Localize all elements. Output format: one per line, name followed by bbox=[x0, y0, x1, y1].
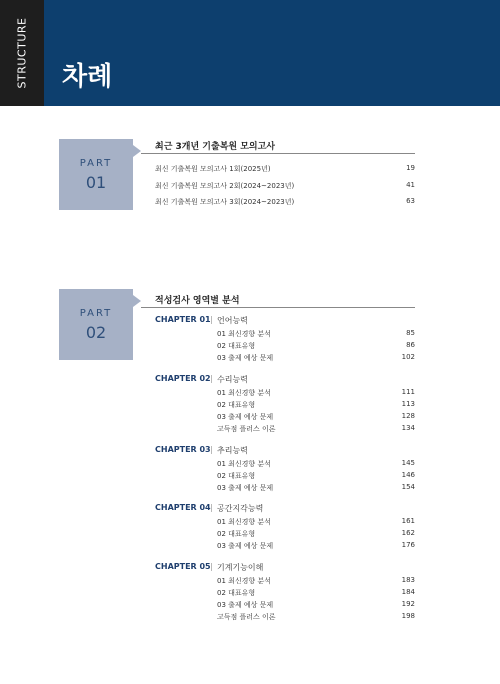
chapter-02-name[interactable]: 수리능력 bbox=[217, 375, 248, 384]
toc-row-label: 01 최신경향 분석 bbox=[217, 389, 271, 397]
toc-row[interactable] bbox=[217, 388, 415, 398]
toc-row[interactable] bbox=[217, 588, 415, 598]
part-02-number: 02 bbox=[85, 323, 107, 342]
toc-row-page: 128 bbox=[401, 412, 415, 420]
toc-row-page: 176 bbox=[401, 541, 415, 549]
header-banner bbox=[0, 0, 500, 106]
toc-row[interactable] bbox=[217, 483, 415, 493]
chapter-separator: | bbox=[210, 315, 213, 324]
chapter-separator: | bbox=[210, 562, 213, 571]
part-01-number: 01 bbox=[85, 173, 107, 192]
part-01-word: PART bbox=[79, 158, 113, 169]
chapter-04-label: CHAPTER 04 bbox=[155, 503, 211, 512]
toc-row[interactable] bbox=[217, 424, 415, 434]
part-01-title: 최근 3개년 기출복원 모의고사 bbox=[155, 142, 275, 152]
toc-row[interactable] bbox=[155, 197, 415, 207]
toc-row-page: 198 bbox=[401, 612, 415, 620]
toc-row[interactable] bbox=[217, 576, 415, 586]
toc-row-label: 01 최신경향 분석 bbox=[217, 460, 271, 468]
toc-row-label: 03 출제 예상 문제 bbox=[217, 601, 274, 609]
part-01-rule bbox=[141, 153, 415, 154]
chapter-01-name[interactable]: 언어능력 bbox=[217, 316, 248, 325]
toc-row-label: 03 출제 예상 문제 bbox=[217, 354, 274, 362]
toc-row-label: 고득점 플러스 이론 bbox=[217, 425, 276, 433]
part-01-box bbox=[59, 139, 133, 210]
chapter-05-label: CHAPTER 05 bbox=[155, 562, 211, 571]
toc-row-page: 154 bbox=[401, 483, 415, 491]
toc-row[interactable] bbox=[217, 517, 415, 527]
toc-row-page: 134 bbox=[401, 424, 415, 432]
chapter-separator: | bbox=[210, 503, 213, 512]
toc-row-page: 86 bbox=[406, 341, 415, 349]
toc-row-label: 02 대표유형 bbox=[217, 589, 256, 597]
toc-row-page: 113 bbox=[401, 400, 415, 408]
toc-row-label: 최신 기출복원 모의고사 2회(2024~2023년) bbox=[155, 182, 295, 190]
toc-row-page: 192 bbox=[401, 600, 415, 608]
toc-row[interactable] bbox=[217, 341, 415, 351]
toc-row-label: 01 최신경향 분석 bbox=[217, 518, 271, 526]
chapter-separator: | bbox=[210, 445, 213, 454]
toc-row-page: 184 bbox=[401, 588, 415, 596]
toc-row-label: 03 출제 예상 문제 bbox=[217, 542, 274, 550]
toc-row[interactable] bbox=[217, 329, 415, 339]
page-title: 차례 bbox=[62, 62, 113, 92]
toc-row-page: 162 bbox=[401, 529, 415, 537]
toc-row-page: 161 bbox=[401, 517, 415, 525]
part-02-rule bbox=[141, 307, 415, 308]
toc-row-page: 111 bbox=[401, 388, 415, 396]
toc-row-label: 02 대표유형 bbox=[217, 401, 256, 409]
toc-row[interactable] bbox=[217, 471, 415, 481]
chapter-03-label: CHAPTER 03 bbox=[155, 445, 211, 454]
chapter-04-name[interactable]: 공간지각능력 bbox=[217, 504, 264, 513]
toc-row[interactable] bbox=[155, 164, 415, 174]
part-02-box bbox=[59, 289, 133, 360]
toc-row-page: 183 bbox=[401, 576, 415, 584]
toc-row-page: 85 bbox=[406, 329, 415, 337]
chapter-05-name[interactable]: 기계기능이해 bbox=[217, 563, 264, 572]
toc-row-page: 145 bbox=[401, 459, 415, 467]
toc-row[interactable] bbox=[217, 412, 415, 422]
toc-row-label: 03 출제 예상 문제 bbox=[217, 484, 274, 492]
toc-row-label: 01 최신경향 분석 bbox=[217, 330, 271, 338]
toc-row-page: 63 bbox=[406, 197, 415, 205]
toc-row[interactable] bbox=[217, 600, 415, 610]
toc-row-label: 고득점 플러스 이론 bbox=[217, 613, 276, 621]
toc-row[interactable] bbox=[217, 541, 415, 551]
part-02-pointer bbox=[133, 295, 141, 307]
toc-row[interactable] bbox=[217, 400, 415, 410]
toc-row[interactable] bbox=[217, 459, 415, 469]
toc-row-page: 146 bbox=[401, 471, 415, 479]
chapter-03-name[interactable]: 추리능력 bbox=[217, 446, 248, 455]
toc-row[interactable] bbox=[217, 612, 415, 622]
toc-row-label: 02 대표유형 bbox=[217, 530, 256, 538]
toc-row[interactable] bbox=[217, 529, 415, 539]
toc-row-label: 최신 기출복원 모의고사 3회(2024~2023년) bbox=[155, 198, 295, 206]
part-01-pointer bbox=[133, 145, 141, 157]
structure-tab-label: STRUCTURE bbox=[15, 17, 29, 89]
toc-row-label: 01 최신경향 분석 bbox=[217, 577, 271, 585]
structure-tab bbox=[0, 0, 44, 106]
part-02-word: PART bbox=[79, 308, 113, 319]
toc-row-label: 최신 기출복원 모의고사 1회(2025년) bbox=[155, 165, 271, 173]
toc-row[interactable] bbox=[155, 181, 415, 191]
chapter-separator: | bbox=[210, 374, 213, 383]
toc-row-label: 02 대표유형 bbox=[217, 342, 256, 350]
toc-row-page: 19 bbox=[406, 164, 415, 172]
toc-row[interactable] bbox=[217, 353, 415, 363]
chapter-01-label: CHAPTER 01 bbox=[155, 315, 211, 324]
chapter-02-label: CHAPTER 02 bbox=[155, 374, 211, 383]
toc-row-label: 02 대표유형 bbox=[217, 472, 256, 480]
toc-row-page: 102 bbox=[401, 353, 415, 361]
toc-row-page: 41 bbox=[406, 181, 415, 189]
toc-row-label: 03 출제 예상 문제 bbox=[217, 413, 274, 421]
part-02-title: 적성검사 영역별 분석 bbox=[155, 296, 240, 306]
